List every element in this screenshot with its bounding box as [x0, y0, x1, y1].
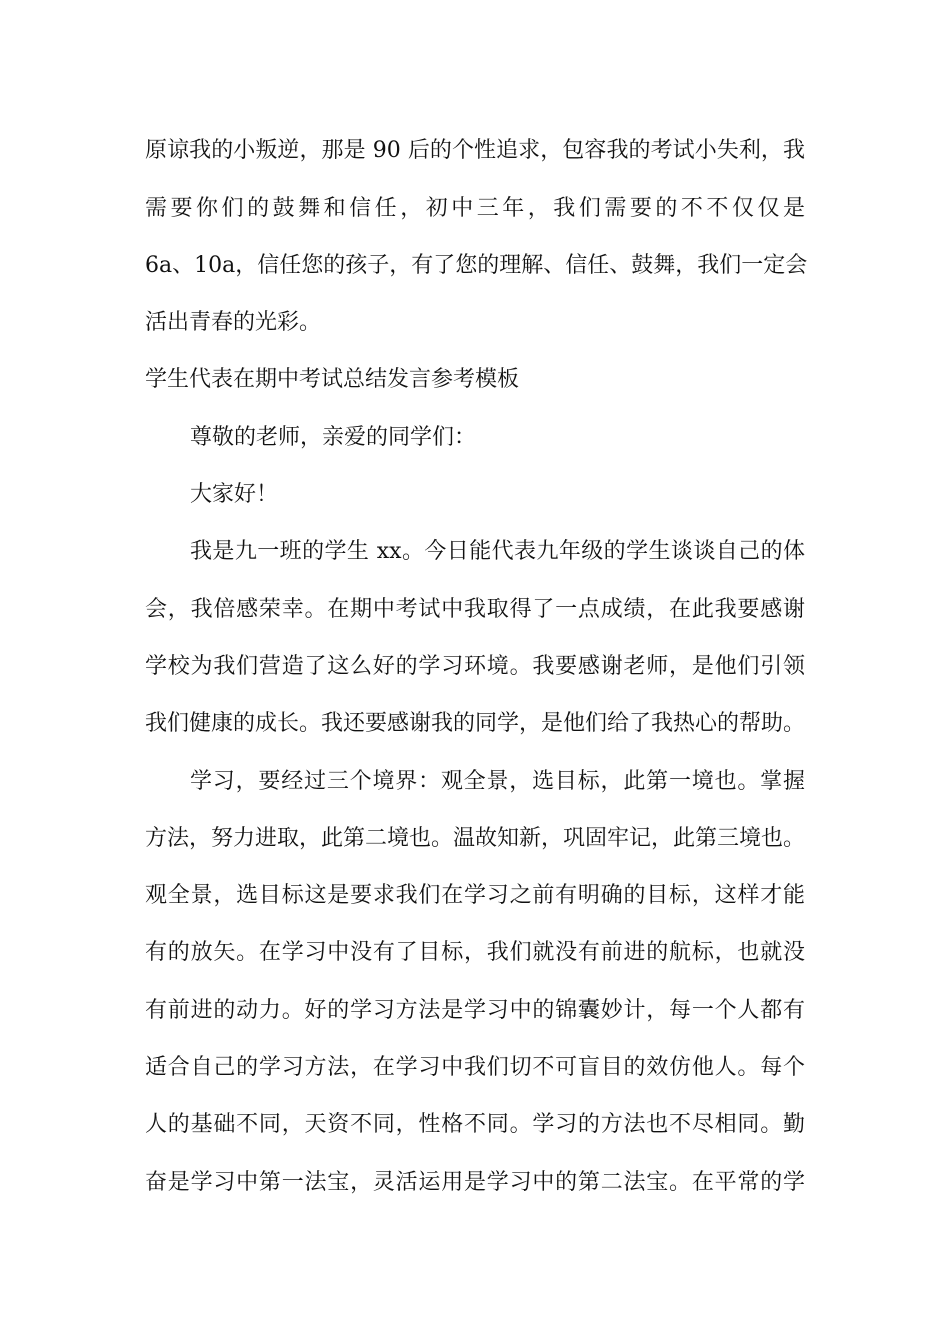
body-line: 6a、10a，信任您的孩子，有了您的理解、信任、鼓舞，我们一定会	[145, 253, 808, 278]
paragraph-line: 观全景，选目标这是要求我们在学习之前有明确的目标，这样才能	[145, 883, 805, 908]
section-title: 学生代表在期中考试总结发言参考模板	[145, 367, 520, 392]
paragraph-line: 我是九一班的学生 xx。今日能代表九年级的学生谈谈自己的体	[190, 539, 805, 564]
paragraph-line: 人的基础不同，天资不同，性格不同。学习的方法也不尽相同。勤	[145, 1112, 805, 1137]
paragraph-line: 有的放矢。在学习中没有了目标，我们就没有前进的航标，也就没	[145, 940, 805, 965]
paragraph-line: 我们健康的成长。我还要感谢我的同学，是他们给了我热心的帮助。	[145, 711, 806, 736]
body-line: 活出青春的光彩。	[145, 310, 322, 335]
paragraph-line: 方法，努力进取，此第二境也。温故知新，巩固牢记，此第三境也。	[145, 826, 806, 851]
body-line: 原谅我的小叛逆，那是 90 后的个性追求，包容我的考试小失利，我	[145, 138, 805, 163]
paragraph-line: 奋是学习中第一法宝，灵活运用是学习中的第二法宝。在平常的学	[145, 1170, 805, 1195]
greeting-line: 尊敬的老师，亲爱的同学们：	[190, 425, 477, 450]
body-line: 需要你们的鼓舞和信任，初中三年，我们需要的不不仅仅是	[145, 196, 805, 221]
paragraph-line: 适合自己的学习方法，在学习中我们切不可盲目的效仿他人。每个	[145, 1055, 805, 1080]
hello-line: 大家好！	[190, 482, 279, 507]
paragraph-line: 学习，要经过三个境界：观全景，选目标，此第一境也。掌握	[190, 769, 805, 794]
paragraph-line: 学校为我们营造了这么好的学习环境。我要感谢老师，是他们引领	[145, 654, 805, 679]
paragraph-line: 有前进的动力。好的学习方法是学习中的锦囊妙计，每一个人都有	[145, 998, 805, 1023]
paragraph-line: 会，我倍感荣幸。在期中考试中我取得了一点成绩，在此我要感谢	[145, 597, 805, 622]
